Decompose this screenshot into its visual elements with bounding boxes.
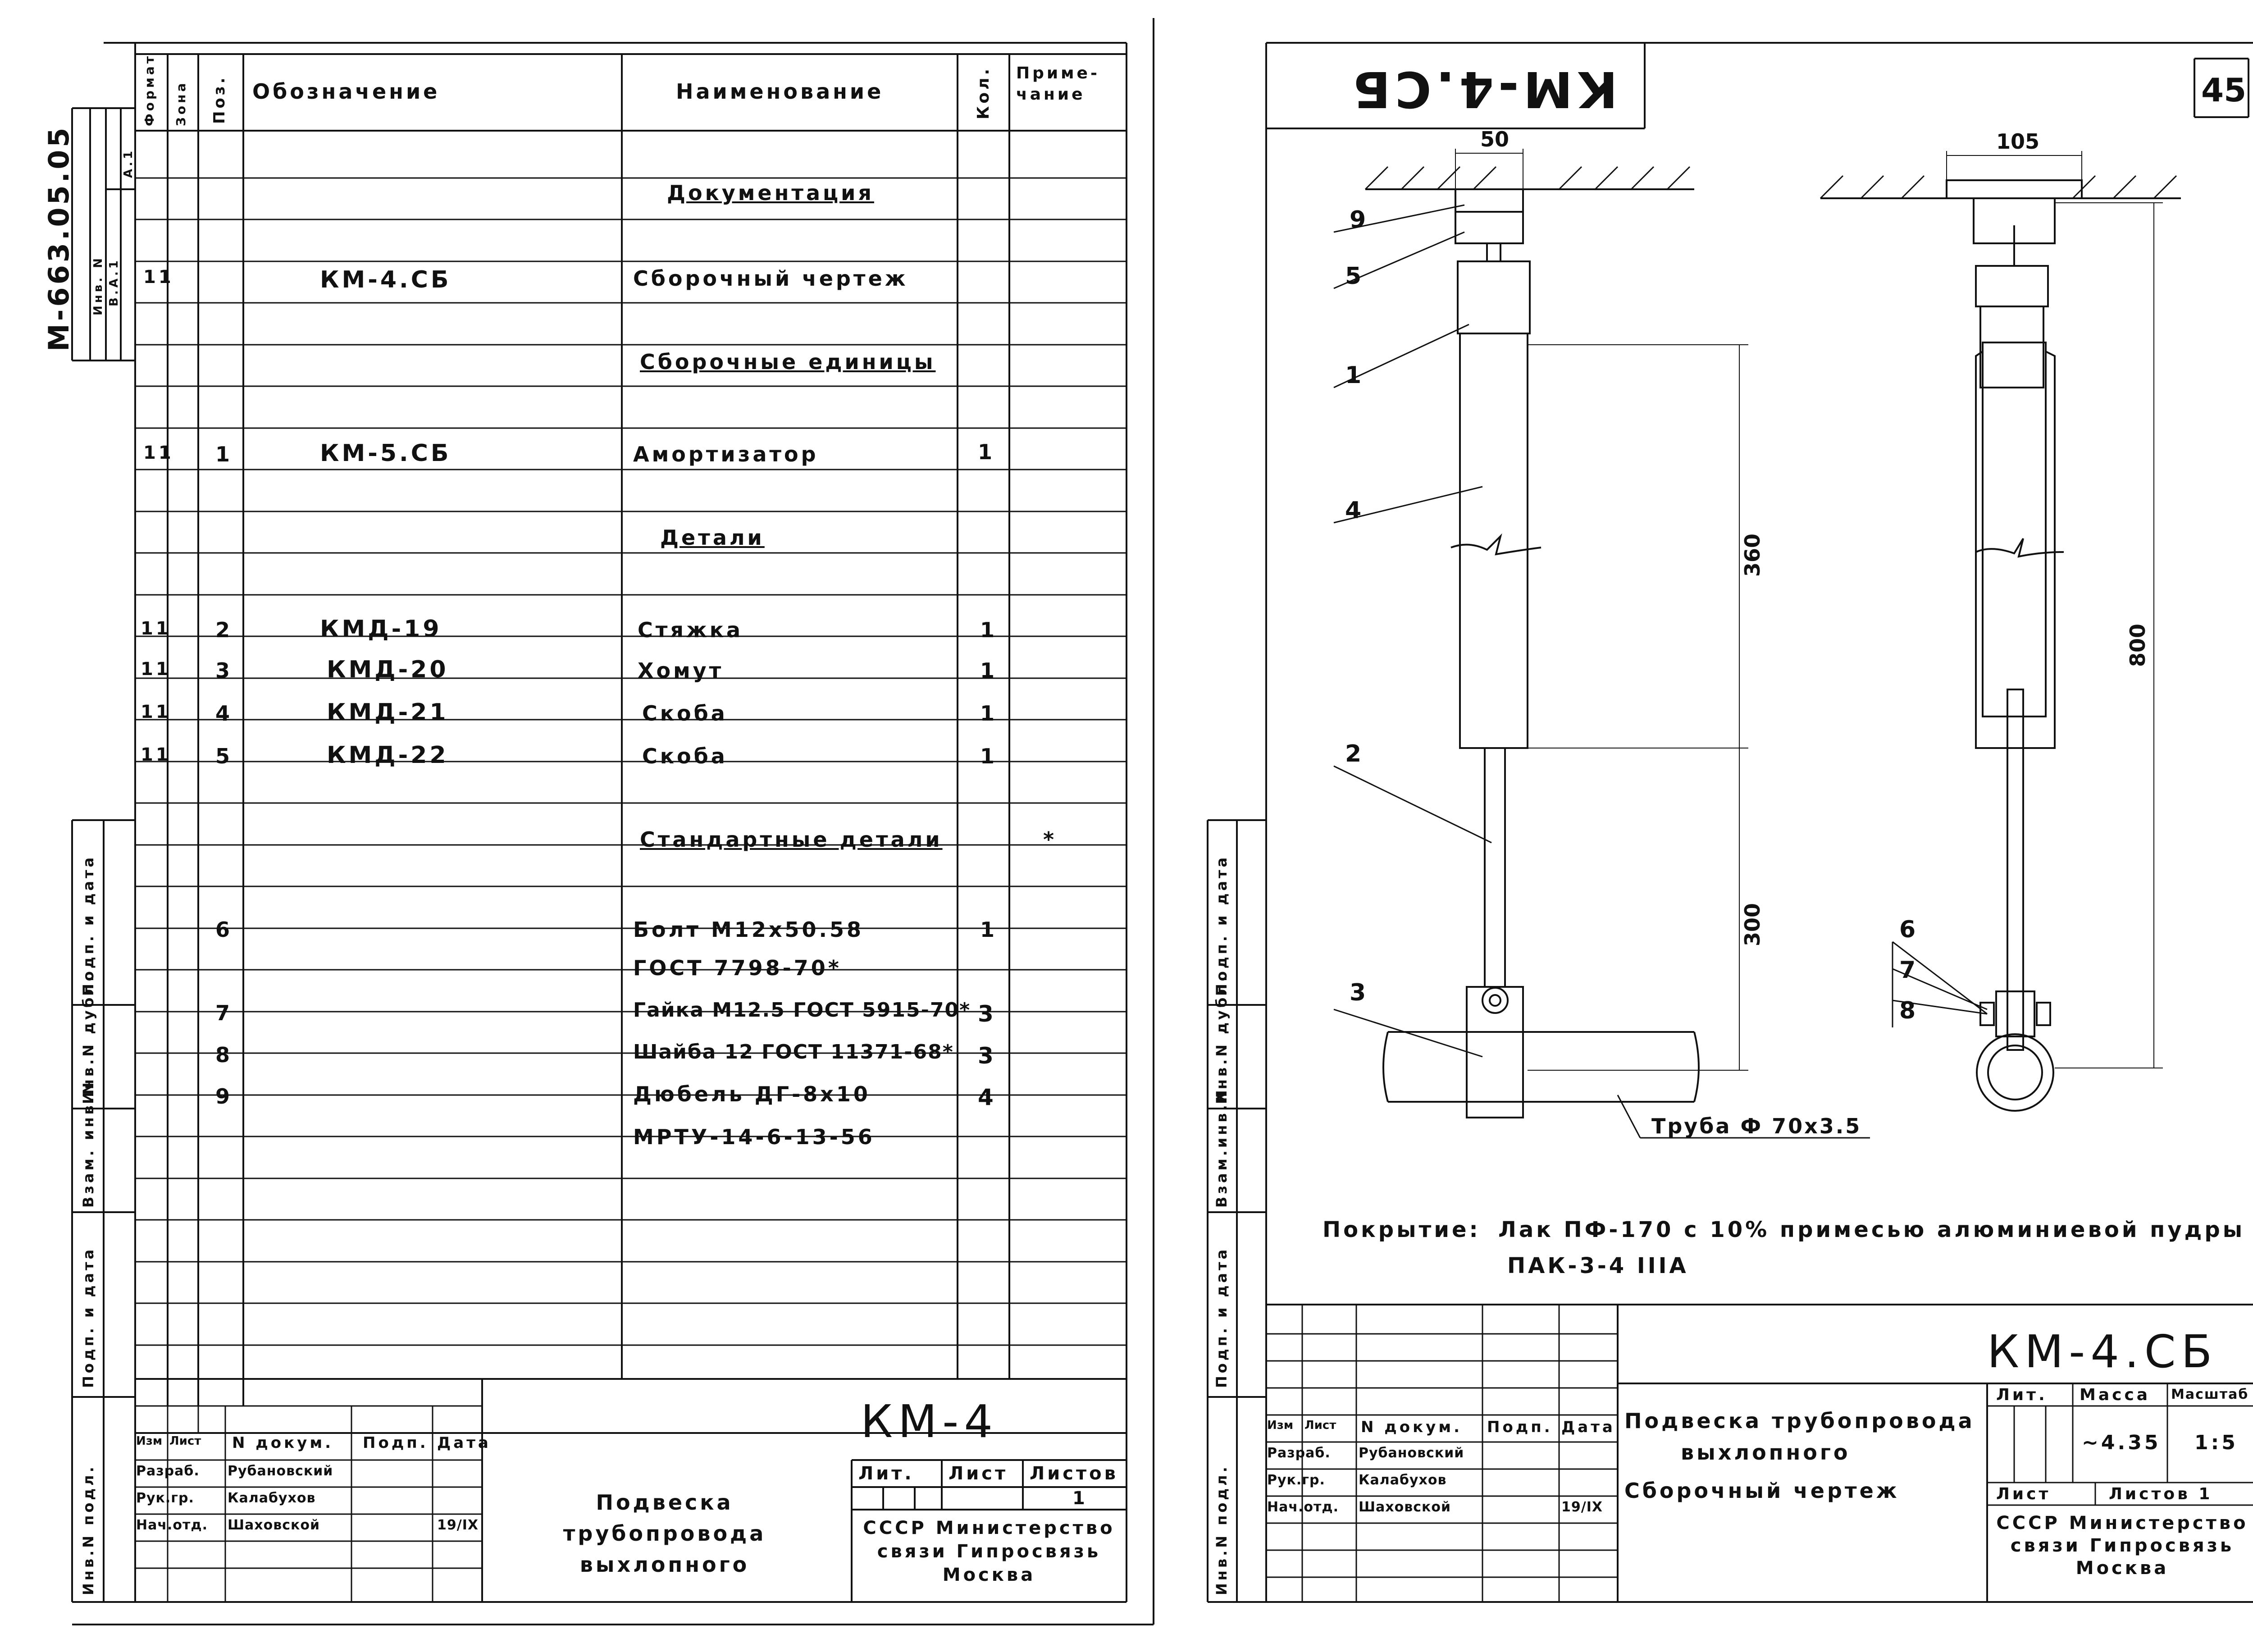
spec-pos: 2 (215, 618, 233, 642)
tb-org: СССР Министерство связи Гипросвязь Москва (1996, 1513, 2248, 1579)
spec-heading: Документация (667, 181, 874, 205)
spec-name: Сборочный чертеж (633, 266, 908, 291)
dim-lower-length: 300 (1740, 903, 1765, 946)
tb-scale-label: Масштаб (2171, 1387, 2249, 1402)
tb-col-doc: N докум. (232, 1434, 334, 1452)
spec-pos: 6 (215, 917, 233, 942)
tb-sheets-label: Листов (1030, 1463, 1118, 1484)
spec-qty: 1 (980, 618, 998, 642)
spec-pos: 8 (215, 1043, 233, 1067)
callout-8: 8 (1899, 997, 1916, 1024)
tb-org: СССР Министерство связи Гипросвязь Москва (863, 1518, 1115, 1585)
dim-top-right: 105 (1996, 129, 2040, 154)
archive-label-3: А.1 (122, 148, 135, 178)
spec-qty: 1 (978, 440, 995, 464)
spec-pos: 3 (215, 658, 233, 683)
side-stamp-label: Взам. инв.N (80, 1080, 97, 1208)
tb-role: Рук.гр. (1267, 1472, 1325, 1488)
top-code-rotated: КМ-4.СБ (1348, 60, 1618, 118)
spec-name: МРТУ-14-6-13-56 (633, 1125, 875, 1149)
side-stamp-label: Подп. и дата (1213, 854, 1230, 996)
header-note: Приме-чание (1016, 64, 1100, 104)
spec-pos: 5 (215, 744, 233, 768)
spec-pos: 7 (215, 1001, 233, 1025)
tb-role: Рук.гр. (136, 1490, 194, 1506)
spec-format: 11 (141, 744, 171, 765)
coating-text-2: ПАК-3-4 IIIА (1507, 1253, 1689, 1278)
spec-designation: КМД-20 (327, 656, 449, 683)
spec-format: 11 (141, 702, 171, 722)
doc-code-right: КМ-4.СБ (1987, 1325, 2218, 1378)
side-stamp-label: Подп. и дата (1213, 1246, 1230, 1388)
tb-person: Рубановский (1359, 1445, 1464, 1461)
spec-heading: Сборочные единицы (640, 350, 936, 374)
side-stamp-label: Подп. и дата (80, 1246, 97, 1388)
tb-title-2: выхлопного (1681, 1440, 1851, 1465)
tb-col-date: Дата (1561, 1418, 1615, 1436)
tb-mass: ~4.35 (2082, 1431, 2161, 1454)
spec-name: ГОСТ 7798-70* (633, 956, 842, 980)
tb-scale: 1:5 (2194, 1431, 2238, 1454)
callout-2: 2 (1345, 740, 1362, 767)
coating-label: Покрытие: (1323, 1217, 1481, 1242)
header-format: Формат (142, 53, 157, 126)
tb-col-izm: Изм (136, 1434, 163, 1448)
header-name: Наименование (676, 79, 884, 104)
tb-role: Разраб. (136, 1463, 200, 1479)
side-stamp-label: Инв.N подл. (80, 1464, 97, 1595)
tb-col-list: Лист (169, 1434, 201, 1448)
doc-code: КМ-4 (861, 1395, 998, 1448)
callout-4: 4 (1345, 497, 1362, 524)
tb-col-sign: Подп. (363, 1434, 429, 1452)
archive-label-2: В.А.1 (107, 258, 121, 306)
spec-name: Гайка М12.5 ГОСТ 5915-70* (633, 999, 971, 1022)
callout-7: 7 (1899, 957, 1916, 984)
spec-name: Скоба (642, 744, 728, 768)
tb-col-doc: N докум. (1361, 1418, 1463, 1436)
tb-lit-label: Лит. (1996, 1386, 2048, 1404)
spec-designation: КМД-21 (327, 699, 449, 726)
spec-pos: 1 (215, 442, 233, 466)
archive-label-1: Инв. N (91, 256, 105, 315)
page-number: 45 (2201, 71, 2247, 109)
bracket-plate (1455, 189, 1523, 243)
spec-format: 11 (141, 618, 171, 639)
tb-role: Нач.отд. (1267, 1499, 1339, 1515)
spec-heading: Детали (660, 525, 765, 550)
spec-name: Хомут (638, 658, 724, 683)
spec-qty: 1 (980, 917, 998, 942)
coating-text: Лак ПФ-170 с 10% примесью алюминиевой пудры (1498, 1217, 2245, 1242)
callout-9: 9 (1350, 206, 1366, 233)
spec-name: Дюбель ДГ-8х10 (633, 1082, 871, 1106)
tb-col-date: Дата (437, 1434, 491, 1452)
tb-title: Подвеска трубопровода выхлопного (563, 1490, 766, 1577)
tb-role: Нач.отд. (136, 1517, 208, 1533)
header-qty: Кол. (974, 66, 993, 119)
tb-mass-label: Масса (2080, 1386, 2151, 1404)
spec-format: 11 (141, 659, 171, 680)
spec-pos: 9 (215, 1084, 233, 1109)
tb-date: 19/IX (1561, 1499, 1603, 1515)
spec-qty: 1 (980, 701, 998, 726)
side-stamp-label: Инв.N подл. (1213, 1464, 1230, 1595)
tb-person: Калабухов (228, 1490, 316, 1506)
spec-name: Болт М12х50.58 (633, 917, 864, 942)
tb-person: Шаховской (1359, 1499, 1451, 1515)
spec-format: 11 (143, 267, 174, 288)
tb-title-3: Сборочный чертеж (1624, 1479, 1900, 1503)
tb-date: 19/IX (437, 1517, 479, 1533)
tb-sheets-count: 1 (1072, 1488, 1088, 1509)
tb-lit-label: Лит. (858, 1463, 914, 1484)
spec-note: * (1043, 827, 1057, 852)
header-zone: Зона (173, 80, 188, 126)
spec-designation: КМД-22 (327, 742, 449, 769)
tb-col-izm: Изм (1267, 1419, 1294, 1432)
tb-sheet-label: Лист (1996, 1485, 2051, 1503)
header-designation: Обозначение (252, 79, 440, 104)
side-stamp-label: Инв.N дубл. (80, 973, 97, 1104)
spec-qty: 1 (980, 658, 998, 683)
side-stamp-label: Взам.инв.N (1213, 1087, 1230, 1208)
callout-6: 6 (1899, 916, 1916, 943)
spec-format: 11 (143, 443, 174, 463)
callout-1: 1 (1345, 362, 1362, 389)
spec-qty: 3 (978, 1043, 996, 1069)
pipe-label: Труба Ф 70х3.5 (1651, 1114, 1862, 1138)
tb-sheets-label: Листов 1 (2109, 1485, 2213, 1503)
spec-name: Стяжка (638, 618, 743, 642)
tb-sheet-label: Лист (949, 1463, 1008, 1484)
spec-designation: КМ-5.СБ (320, 440, 452, 467)
callout-3: 3 (1350, 979, 1366, 1006)
spec-qty: 1 (980, 744, 998, 768)
callout-5: 5 (1345, 263, 1362, 290)
spec-designation: КМД-19 (320, 616, 442, 643)
archive-number: М-663.05.05 (42, 125, 75, 351)
tb-title-1: Подвеска трубопровода (1624, 1409, 1975, 1433)
dim-top-left: 50 (1480, 127, 1510, 151)
absorber-body (1460, 333, 1528, 748)
tb-person: Рубановский (228, 1463, 333, 1479)
spec-qty: 4 (978, 1084, 996, 1110)
header-pos: Поз. (210, 75, 228, 124)
tb-col-sign: Подп. (1487, 1418, 1553, 1436)
dim-upper-length: 360 (1740, 533, 1765, 577)
spec-name: Шайба 12 ГОСТ 11371-68* (633, 1040, 954, 1063)
dim-overall-length: 800 (2125, 623, 2150, 667)
spec-name: Амортизатор (633, 442, 819, 466)
tb-person: Калабухов (1359, 1472, 1447, 1488)
spec-designation: КМ-4.СБ (320, 266, 452, 293)
spec-name: Скоба (642, 701, 728, 726)
tb-col-list: Лист (1304, 1419, 1336, 1432)
side-stamp-label: Инв.N дубл. (1213, 973, 1230, 1104)
spec-heading: Стандартные детали (640, 827, 943, 852)
side-stamp-label: Подп. и дата (80, 854, 97, 996)
tb-person: Шаховской (228, 1517, 320, 1533)
tb-role: Разраб. (1267, 1445, 1331, 1461)
spec-qty: 3 (978, 1001, 996, 1027)
spec-pos: 4 (215, 701, 233, 726)
